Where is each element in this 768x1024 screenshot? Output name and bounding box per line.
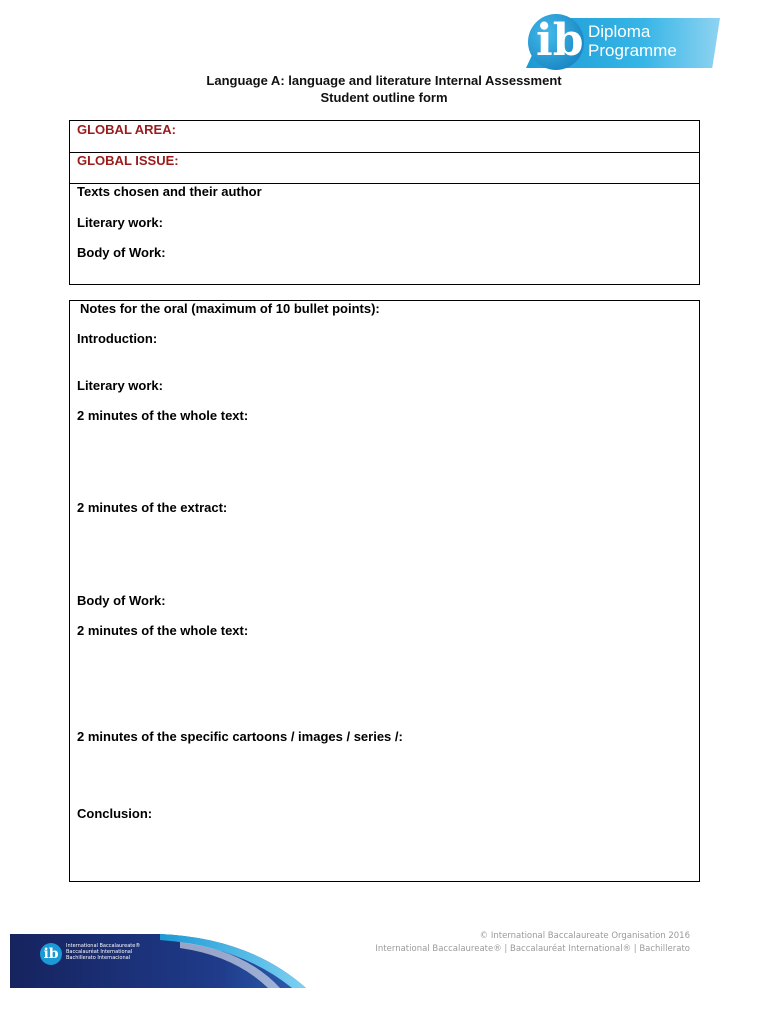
literary-work-label: Literary work: — [77, 215, 163, 230]
global-area-row — [70, 121, 699, 153]
conclusion-label: Conclusion: — [77, 806, 153, 821]
introduction-label: Introduction: — [77, 331, 158, 346]
whole-text-label: 2 minutes of the whole text: — [77, 623, 249, 638]
footer-band-line2: Baccalauréat International — [66, 949, 133, 955]
footer-band-line1: International Baccalaureate® — [66, 943, 141, 949]
footer-text — [360, 930, 690, 956]
texts-info-box — [69, 120, 700, 285]
body-of-work-label: Body of Work: — [77, 593, 166, 608]
global-area-label: GLOBAL AREA: — [77, 122, 176, 137]
texts-chosen-label: Texts chosen and their author — [77, 184, 262, 199]
notes-heading: Notes for the oral (maximum of 10 bullet points): — [80, 301, 380, 316]
specific-cartoons-label: 2 minutes of the specific cartoons / images / series /: — [77, 729, 403, 744]
footer-ib-band — [10, 928, 310, 988]
footer-ib-icon: ib — [40, 943, 62, 965]
footer-band-line3: Bachillerato Internacional — [66, 955, 131, 961]
ib-diploma-programme-logo — [526, 14, 726, 72]
ib-letters: ib — [536, 15, 584, 66]
page-title: Language A: language and literature Internal Assessment — [206, 73, 562, 88]
logo-line2: Programme — [588, 41, 677, 60]
footer-band-text — [66, 943, 140, 961]
footer-brands: International Baccalaureate® | Baccalauréat International® | Bachillerato — [375, 944, 690, 954]
oral-notes-box — [69, 300, 700, 882]
body-of-work-label: Body of Work: — [77, 245, 166, 260]
footer-copyright: © International Baccalaureate Organisation 2016 — [479, 931, 690, 941]
global-issue-row — [70, 153, 699, 184]
logo-text — [588, 22, 677, 60]
whole-text-label: 2 minutes of the whole text: — [77, 408, 249, 423]
literary-work-label: Literary work: — [77, 378, 163, 393]
logo-line1: Diploma — [588, 22, 651, 41]
global-issue-label: GLOBAL ISSUE: — [77, 153, 179, 168]
page-subtitle: Student outline form — [320, 90, 448, 105]
extract-label: 2 minutes of the extract: — [77, 500, 228, 515]
